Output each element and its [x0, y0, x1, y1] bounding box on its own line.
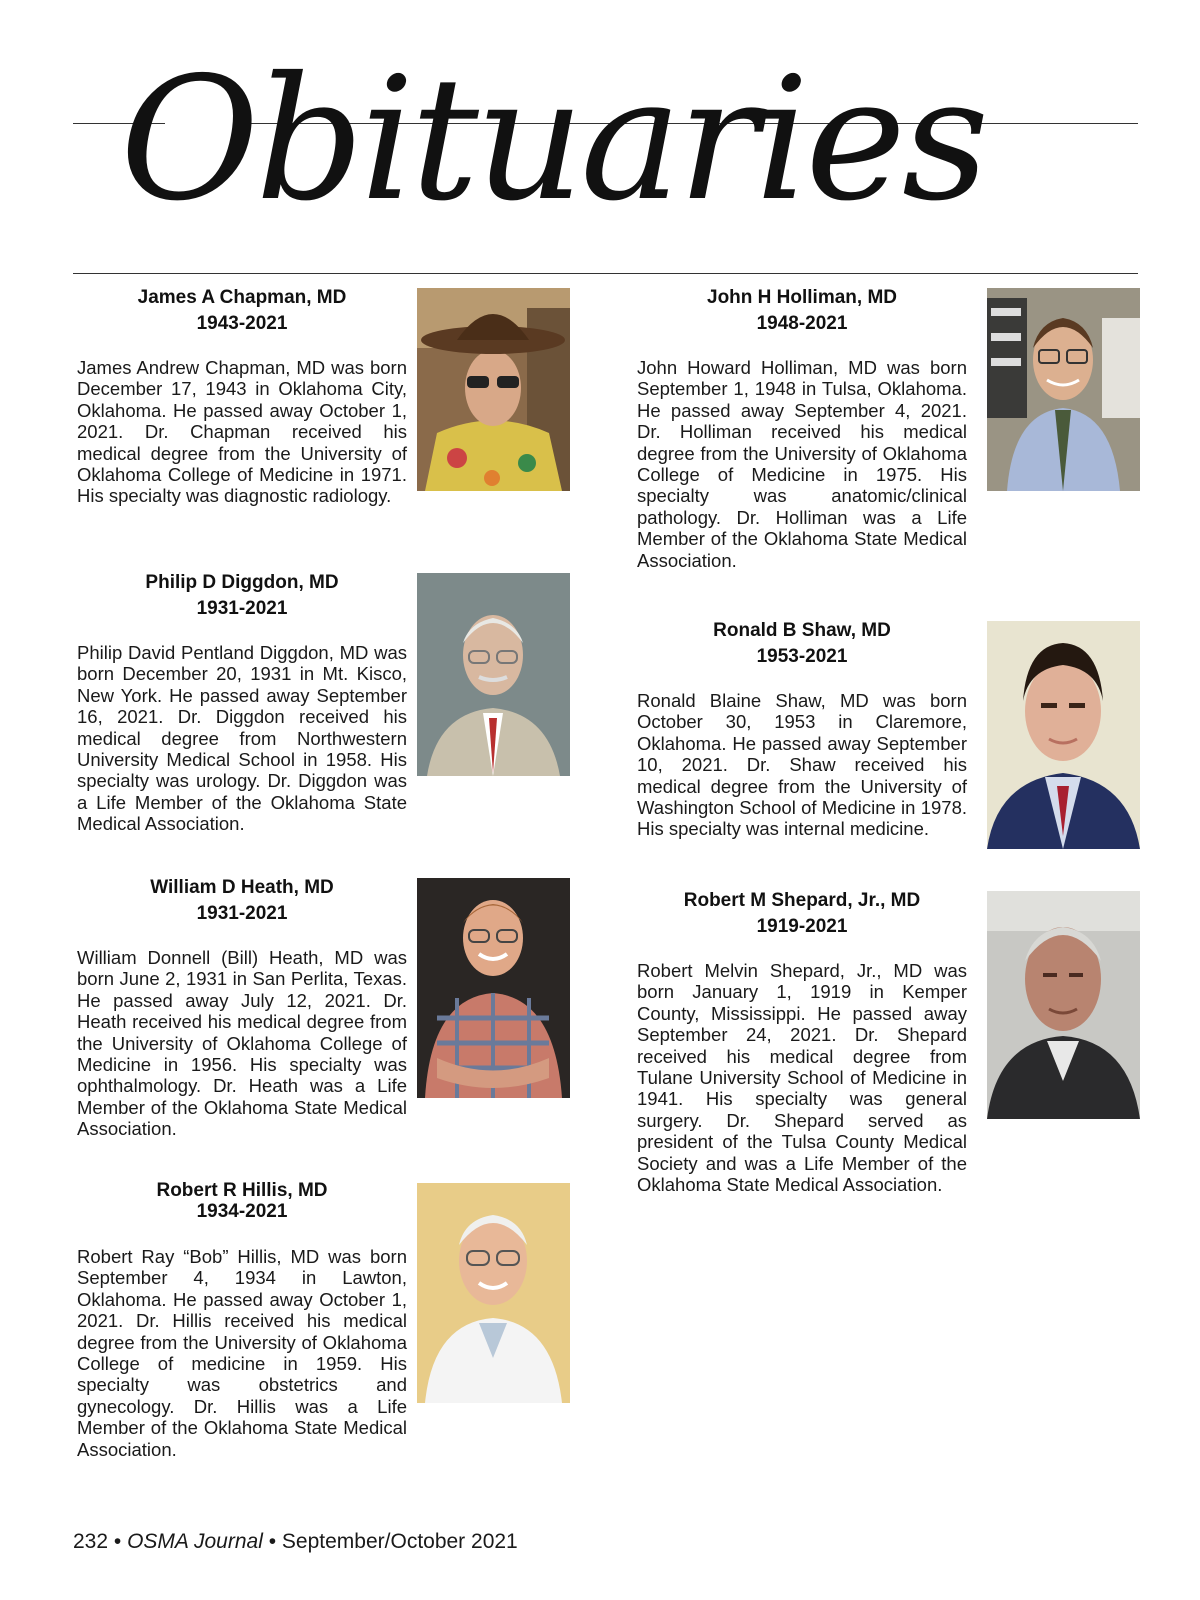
obituary-years: 1943-2021: [196, 313, 288, 334]
obituary-years: 1953-2021: [756, 646, 848, 667]
obituary-years: 1931-2021: [196, 903, 288, 924]
obituary-years: 1934-2021: [196, 1201, 288, 1222]
portrait-photo-diggdon: [417, 573, 570, 776]
obituary-bio: Robert Melvin Shepard, Jr., MD was born January 1, 1919 in Kemper County, Mississippi. He passed away September 24, 2021. Dr. Shepard received his medical degree from Tulane University School of Medicine in 1941. His specialty was general surgery. Dr. Shepard served as president of the Tulsa County Medical Society and was a Life Member of the Oklahoma State Medical Association.: [637, 960, 967, 1196]
obituary-heath: [77, 875, 557, 1180]
obituary-name: Ronald B Shaw, MD: [713, 620, 891, 641]
footer-separator: •: [113, 1530, 122, 1553]
page-header: [0, 0, 1200, 285]
page-title: Obituaries: [120, 41, 986, 239]
obituary-name: Robert M Shepard, Jr., MD: [683, 890, 921, 911]
footer-separator: •: [268, 1530, 277, 1553]
journal-name: OSMA Journal: [127, 1530, 263, 1553]
obituary-diggdon: [77, 570, 557, 875]
obituary-years: 1919-2021: [756, 916, 848, 937]
obituary-bio: James Andrew Chapman, MD was born December 17, 1943 in Oklahoma City, Oklahoma. He passed away October 1, 2021. Dr. Chapman received his medical degree from the University of Oklahoma College of Medicine in 1971. His specialty was diagnostic radiology.: [77, 357, 407, 507]
portrait-photo-heath: [417, 878, 570, 1098]
portrait-photo-holliman: [987, 288, 1140, 491]
obituary-name: James A Chapman, MD: [137, 287, 347, 308]
page-footer: [73, 1530, 518, 1554]
obituary-hillis: [77, 1180, 557, 1465]
left-column: [77, 285, 557, 1465]
obituary-shaw: [637, 618, 1117, 888]
portrait-photo-shepard: [987, 891, 1140, 1119]
obituary-name: William D Heath, MD: [150, 877, 334, 898]
obituary-shepard: [637, 888, 1117, 1228]
obituary-bio: William Donnell (Bill) Heath, MD was born June 2, 1931 in San Perlita, Texas. He passed away July 12, 2021. Dr. Heath received his medical degree from the University of Oklahoma College of Medicine in 1956. His specialty was ophthalmology. Dr. Heath was a Life Member of the Oklahoma State Medical Association.: [77, 947, 407, 1140]
obituary-years: 1931-2021: [196, 598, 288, 619]
obituary-name: Philip D Diggdon, MD: [145, 572, 339, 593]
obituary-holliman: [637, 285, 1117, 618]
obituary-bio: Ronald Blaine Shaw, MD was born October 30, 1953 in Claremore, Oklahoma. He passed away September 10, 2021. Dr. Shaw received his medical degree from the University of Washington School of Medicine in 1978. His specialty was internal medicine.: [637, 690, 967, 840]
obituary-name: Robert R Hillis, MD: [156, 1180, 328, 1201]
page-number: 232: [73, 1530, 109, 1553]
obituary-chapman: [77, 285, 557, 570]
issue-date: September/October 2021: [281, 1530, 518, 1553]
obituary-name: John H Holliman, MD: [707, 287, 897, 308]
right-column: [637, 285, 1117, 1228]
portrait-photo-hillis: [417, 1183, 570, 1403]
portrait-photo-chapman: [417, 288, 570, 491]
portrait-photo-shaw: [987, 621, 1140, 849]
obituary-bio: John Howard Holliman, MD was born September 1, 1948 in Tulsa, Oklahoma. He passed away September 4, 2021. Dr. Holliman received his medical degree from the University of Oklahoma College of Medicine in 1975. His specialty was anatomic/clinical pathology. Dr. Holliman was a Life Member of the Oklahoma State Medical Association.: [637, 357, 967, 571]
obituary-years: 1948-2021: [756, 313, 848, 334]
obituary-bio: Robert Ray “Bob” Hillis, MD was born September 4, 1934 in Lawton, Oklahoma. He passed away October 1, 2021. Dr. Hillis received his medical degree from the University of Oklahoma College of medicine in 1959. His specialty was obstetrics and gynecology. Dr. Hillis was a Life Member of the Oklahoma State Medical Association.: [77, 1246, 407, 1460]
obituary-bio: Philip David Pentland Diggdon, MD was born December 20, 1931 in Mt. Kisco, New York. He passed away September 16, 2021. Dr. Diggdon received his medical degree from Northwestern University Medical School in 1958. His specialty was urology. Dr. Diggdon was a Life Member of the Oklahoma State Medical Association.: [77, 642, 407, 835]
header-rule-bottom: [73, 273, 1138, 274]
